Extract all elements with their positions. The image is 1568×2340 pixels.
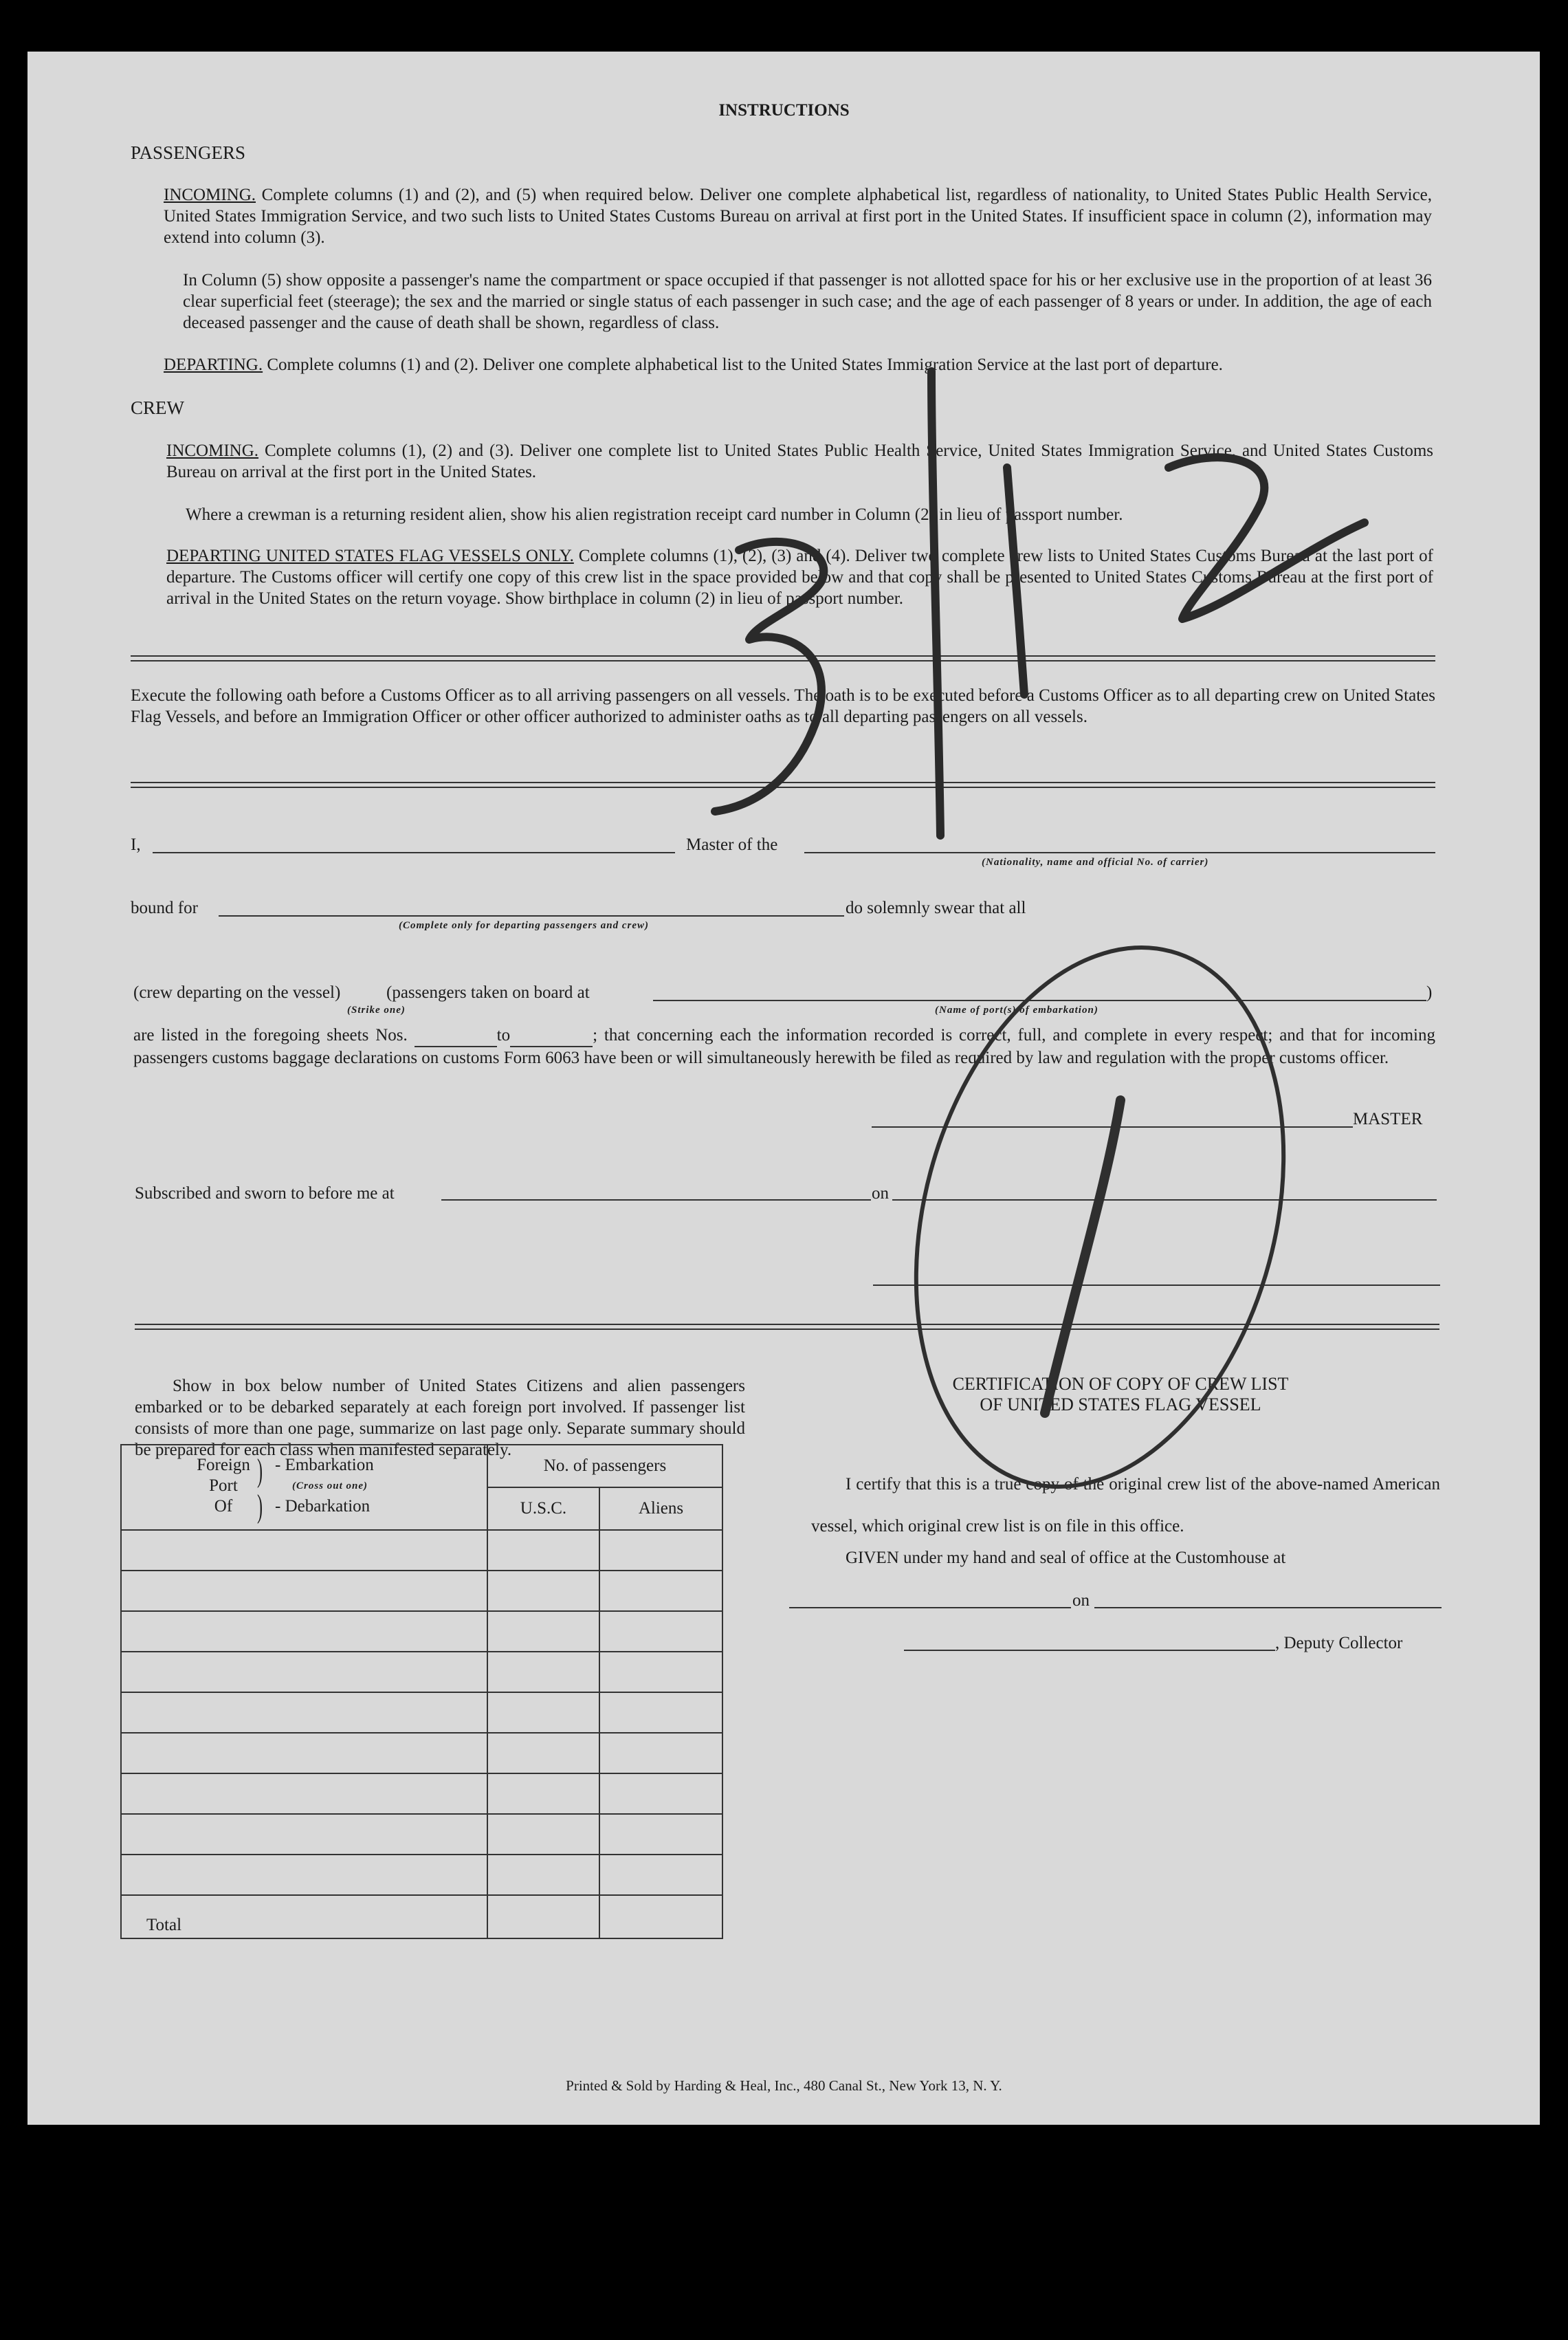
certification-on-label: on [1072,1591,1090,1610]
master-label: MASTER [1353,1110,1423,1128]
usc-header: U.S.C. [487,1487,599,1530]
deputy-signature-line [904,1650,1275,1651]
cross-out-hint: (Cross out one) [292,1480,368,1491]
oath-master-of-label: Master of the [686,835,778,854]
officer-signature-line [873,1284,1440,1286]
passengers-departing-label: DEPARTING. [164,356,263,374]
total-label: Total [121,1895,487,1938]
debarkation-label: - Debarkation [275,1497,371,1516]
bound-hint: (Complete only for departing passengers and crew) [399,920,649,931]
strike-hint: (Strike one) [347,1005,406,1016]
carrier-line [804,852,1435,853]
listed-text: ; that concerning each the information recorded is correct, full, and complete in every respect; and that for incoming passengers customs baggage declarations on customs Form 6063 have been or will simultaneously herewith be filed as required by law and regulation with the proper customs officer. [133,1026,1435,1067]
table-header-row [121,1445,722,1487]
subscribed-on-label: on [872,1184,889,1203]
crew-resident-paragraph: Where a crewman is a returning resident alien, show his alien registration receipt card number in Column (2) in lieu of passport number. [186,505,1123,524]
customhouse-line [789,1607,1071,1608]
certification-certify-paragraph: I certify that this is a true copy of the original crew list of the above-named American vessel, which original crew list is on file in this office. [811,1475,1440,1535]
bound-for-line [219,915,844,917]
table-row [121,1571,722,1611]
passengers-heading: PASSENGERS [131,142,246,163]
sheet-from-blank [415,1025,497,1047]
summary-paragraph: Show in box below number of United States Citizens and alien passengers embarked or to be debarked separately at each foreign port involved. If passenger list consists of more than one page, summarize on last page only. Separate summary should be prepared for each class when manifested separately. [135,1377,745,1459]
passengers-departing-paragraph [164,354,1432,375]
subscribed-date-line [892,1199,1437,1201]
brace-bottom: ) [256,1488,263,1524]
foreign-label: Foreign [197,1456,250,1474]
oath-i-label: I, [131,835,141,854]
embarkation-port-line [653,1000,1426,1001]
certification-date-line [1094,1607,1442,1608]
passenger-summary-table [120,1444,723,1939]
brace-top: ) [256,1452,263,1489]
embarkation-label: - Embarkation [275,1456,374,1474]
table-row [121,1692,722,1733]
certification-title-line1: CERTIFICATION OF COPY OF CREW LIST [952,1374,1289,1394]
certification-title-line2: OF UNITED STATES FLAG VESSEL [980,1395,1261,1414]
crew-flag-label: DEPARTING UNITED STATES FLAG VESSELS ONLY. [166,547,574,565]
oath-swear-label: do solemnly swear that all [846,899,1026,917]
of-label: Of [214,1497,233,1516]
listed-prefix: are listed in the foregoing sheets Nos. [133,1026,408,1045]
crew-flag-paragraph [166,545,1433,609]
table-row [121,1530,722,1571]
passengers-departing-text: Complete columns (1) and (2). Deliver one complete alphabetical list to the United States Immigration Service at the last port of departure. [267,356,1223,374]
table-row [121,1855,722,1895]
sheet-to-blank [510,1025,593,1047]
oath-intro-paragraph: Execute the following oath before a Customs Officer as to all arriving passengers on all vessels. The oath is to be executed before a Customs Officer as to all departing crew on United States Flag Vessels, and before an Immigration Officer or other officer authorized to administer oaths as to all departing passengers on all vessels. [131,686,1435,726]
port-hint: (Name of port(s) of embarkation) [935,1005,1098,1016]
subscribed-place-line [441,1199,871,1201]
aliens-header: Aliens [599,1487,722,1530]
table-row [121,1733,722,1773]
deputy-collector-label: , Deputy Collector [1275,1634,1403,1652]
table-row [121,1611,722,1652]
table-row [121,1814,722,1855]
nationality-hint: (Nationality, name and official No. of carrier) [982,857,1209,868]
passengers-incoming-label: INCOMING. [164,186,256,204]
total-row [121,1895,722,1938]
crew-incoming-paragraph [166,440,1433,483]
crew-heading: CREW [131,397,184,418]
crew-incoming-text: Complete columns (1), (2) and (3). Deliver one complete list to United States Public Health Service, United States Immigration Service, and United States Customs Bureau on arrival at the first port in the United States. [166,441,1434,481]
summary-divider [135,1324,1439,1330]
listed-paragraph [133,1025,1435,1069]
table-row [121,1652,722,1692]
master-name-line [153,852,675,853]
passengers-incoming-text: Complete columns (1) and (2), and (5) when required below. Deliver one complete alphabetical list, regardless of nationality, to United States Public Health Service, United States Immigration Service, and two such lists to United States Customs Bureau on arrival at first port in the United States. If insufficient space in column (2), information may extend into column (3). [164,186,1433,247]
listed-to-label: to [496,1026,511,1045]
oath-divider [131,782,1435,788]
table-row [121,1773,722,1814]
passengers-taken-option: (passengers taken on board at [386,983,590,1002]
port-label: Port [209,1476,238,1495]
passengers-column5-paragraph: In Column (5) show opposite a passenger's name the compartment or space occupied if that passenger is not allotted space for his or her exclusive use in the proportion of at least 36 clear superficial feet (steerage); the sex and the married or single status of each passenger in such case; and the age of each passenger of 8 years or under. In addition, the age of each deceased passenger and the cause of death shall be shown, regardless of class. [183,271,1432,332]
master-signature-line [872,1126,1353,1128]
close-paren: ) [1426,983,1433,1002]
crew-flag-text: Complete columns (1), (2), (3) and (4). Deliver two complete crew lists to United States Customs Bureau at the last port of departure. The Customs officer will certify one copy of this crew list in the space provided below and that copy shall be presented to United States Customs Bureau at the first port of arrival in the United States on the return voyage. Show birthplace in column (2) in lieu of passport number. [166,547,1433,608]
printer-footer: Printed & Sold by Harding & Heal, Inc., 480 Canal St., New York 13, N. Y. [566,2077,1002,2094]
page-title: INSTRUCTIONS [718,101,850,120]
certification-given-paragraph: GIVEN under my hand and seal of office at the Customhouse at [846,1549,1286,1567]
port-header-cell [121,1445,487,1530]
crew-incoming-label: INCOMING. [166,441,259,460]
no-passengers-header: No. of passengers [487,1445,722,1487]
section-divider [131,655,1435,661]
oath-bound-for-label: bound for [131,899,198,917]
subscribed-label: Subscribed and sworn to before me at [135,1184,395,1203]
crew-departing-option: (crew departing on the vessel) [133,983,341,1002]
passengers-incoming-paragraph [164,184,1432,248]
